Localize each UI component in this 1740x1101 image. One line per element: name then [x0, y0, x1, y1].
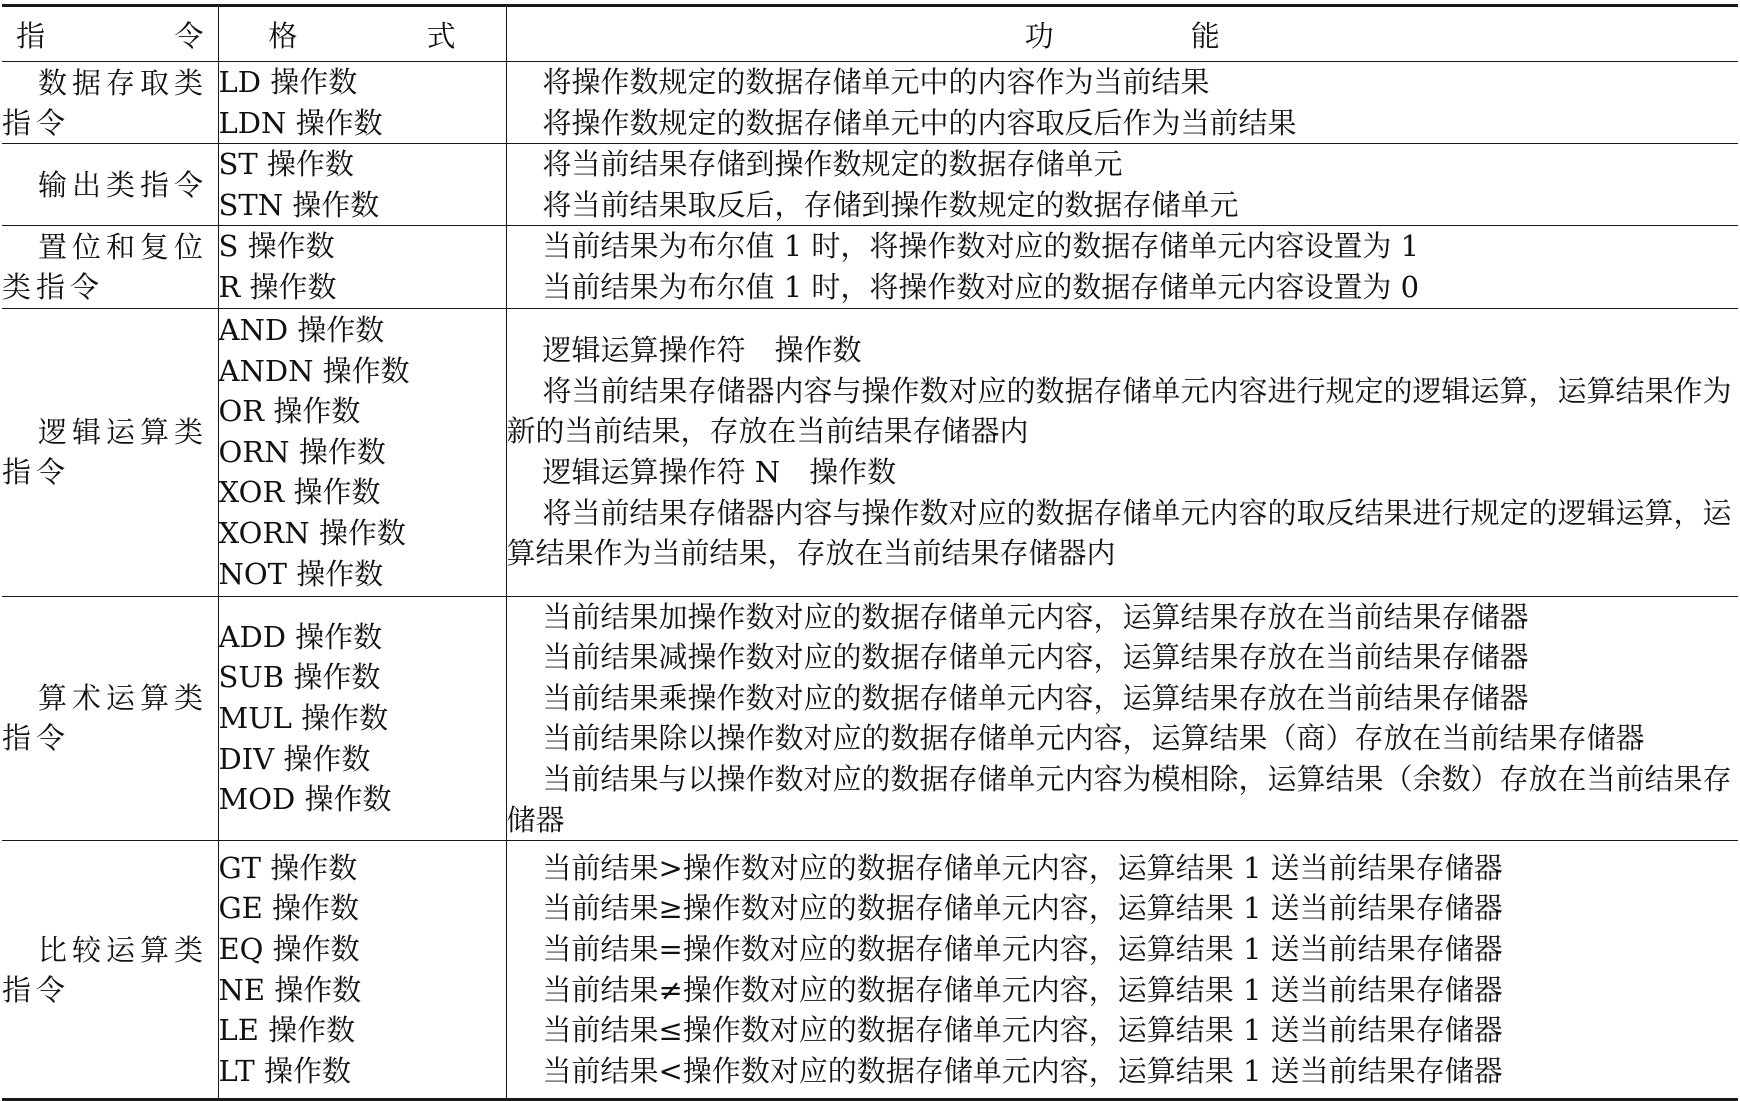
- format-line: ORN 操作数: [218, 434, 386, 469]
- format-line: NE 操作数: [218, 972, 362, 1007]
- format-line: MOD 操作数: [218, 782, 392, 817]
- category-cell: 算术运算类指令: [2, 596, 218, 841]
- function-cell: [506, 841, 1738, 1100]
- table-row: [2, 62, 1738, 144]
- function-line: 当前结果除以操作数对应的数据存储单元内容，运算结果（商）存放在当前结果存储器: [542, 721, 1645, 756]
- format-line: STN 操作数: [218, 187, 380, 222]
- format-line: R 操作数: [218, 269, 337, 304]
- function-line: 当前结果为布尔值 1 时，将操作数对应的数据存储单元内容设置为 0: [542, 269, 1420, 304]
- format-line: XORN 操作数: [218, 515, 406, 550]
- category-cell: 置位和复位类指令: [2, 226, 218, 308]
- format-line: EQ 操作数: [218, 932, 360, 967]
- function-cell: [506, 144, 1738, 226]
- function-line: 当前结果加操作数对应的数据存储单元内容，运算结果存放在当前结果存储器: [542, 599, 1529, 634]
- function-line: 当前结果减操作数对应的数据存储单元内容，运算结果存放在当前结果存储器: [542, 640, 1529, 675]
- format-line: NOT 操作数: [218, 556, 384, 591]
- format-line: LE 操作数: [218, 1013, 356, 1048]
- function-line: 当前结果乘操作数对应的数据存储单元内容，运算结果存放在当前结果存储器: [542, 680, 1529, 715]
- function-cell: [506, 308, 1738, 596]
- format-line: LDN 操作数: [218, 105, 383, 140]
- function-line: 将当前结果存储器内容与操作数对应的数据存储单元内容进行规定的逻辑运算，运算结果作为新的当前结果，存放在当前结果存储器内: [506, 373, 1732, 449]
- table-row: [2, 308, 1738, 596]
- function-line: 将操作数规定的数据存储单元中的内容取反后作为当前结果: [542, 105, 1297, 140]
- format-line: ADD 操作数: [218, 619, 383, 654]
- header-format: 格 式: [218, 6, 506, 62]
- instruction-table: [2, 4, 1738, 1101]
- function-line: 将当前结果取反后，存储到操作数规定的数据存储单元: [542, 187, 1239, 222]
- function-line: 逻辑运算操作符 N 操作数: [542, 455, 897, 490]
- format-line: ANDN 操作数: [218, 353, 410, 388]
- format-line: DIV 操作数: [218, 741, 371, 776]
- category-cell: 比较运算类指令: [2, 841, 218, 1100]
- function-line: 当前结果=操作数对应的数据存储单元内容，运算结果 1 送当前结果存储器: [542, 932, 1503, 967]
- format-line: XOR 操作数: [218, 475, 381, 510]
- format-cell: [218, 62, 506, 144]
- function-line: 当前结果≤操作数对应的数据存储单元内容，运算结果 1 送当前结果存储器: [542, 1013, 1503, 1048]
- function-cell: [506, 62, 1738, 144]
- format-line: AND 操作数: [218, 312, 385, 347]
- format-line: LD 操作数: [218, 65, 358, 99]
- header-row: [2, 6, 1738, 62]
- header-function: 功 能: [506, 6, 1738, 62]
- format-cell: [218, 144, 506, 226]
- function-line: 当前结果为布尔值 1 时，将操作数对应的数据存储单元内容设置为 1: [542, 229, 1420, 264]
- table-row: [2, 144, 1738, 226]
- table-row: [2, 841, 1738, 1100]
- format-line: MUL 操作数: [218, 701, 389, 736]
- function-line: 当前结果≠操作数对应的数据存储单元内容，运算结果 1 送当前结果存储器: [542, 972, 1503, 1007]
- category-cell: 数据存取类指令: [2, 62, 218, 144]
- function-line: 当前结果>操作数对应的数据存储单元内容，运算结果 1 送当前结果存储器: [542, 850, 1503, 885]
- format-cell: [218, 596, 506, 841]
- table-row: [2, 226, 1738, 308]
- function-line: 将当前结果存储到操作数规定的数据存储单元: [542, 147, 1123, 182]
- format-line: GE 操作数: [218, 891, 360, 926]
- format-line: OR 操作数: [218, 394, 361, 429]
- function-line: 当前结果与以操作数对应的数据存储单元内容为模相除，运算结果（余数）存放在当前结果存储器: [506, 761, 1732, 837]
- function-line: 当前结果<操作数对应的数据存储单元内容，运算结果 1 送当前结果存储器: [542, 1053, 1503, 1088]
- function-cell: [506, 226, 1738, 308]
- function-line: 将操作数规定的数据存储单元中的内容作为当前结果: [542, 65, 1210, 99]
- format-cell: [218, 841, 506, 1100]
- format-cell: [218, 226, 506, 308]
- format-cell: [218, 308, 506, 596]
- category-cell: 输出类指令: [2, 144, 218, 226]
- format-line: GT 操作数: [218, 850, 358, 885]
- function-line: 当前结果≥操作数对应的数据存储单元内容，运算结果 1 送当前结果存储器: [542, 891, 1503, 926]
- category-cell: 逻辑运算类指令: [2, 308, 218, 596]
- function-cell: [506, 596, 1738, 841]
- format-line: S 操作数: [218, 229, 335, 264]
- function-line: 逻辑运算操作符 操作数: [542, 333, 862, 368]
- format-line: SUB 操作数: [218, 660, 381, 695]
- table-row: [2, 596, 1738, 841]
- format-line: ST 操作数: [218, 147, 354, 182]
- format-line: LT 操作数: [218, 1053, 351, 1088]
- function-line: 将当前结果存储器内容与操作数对应的数据存储单元内容的取反结果进行规定的逻辑运算，运算结果作为当前结果，存放在当前结果存储器内: [506, 495, 1732, 571]
- header-instruction: 指 令: [2, 6, 218, 62]
